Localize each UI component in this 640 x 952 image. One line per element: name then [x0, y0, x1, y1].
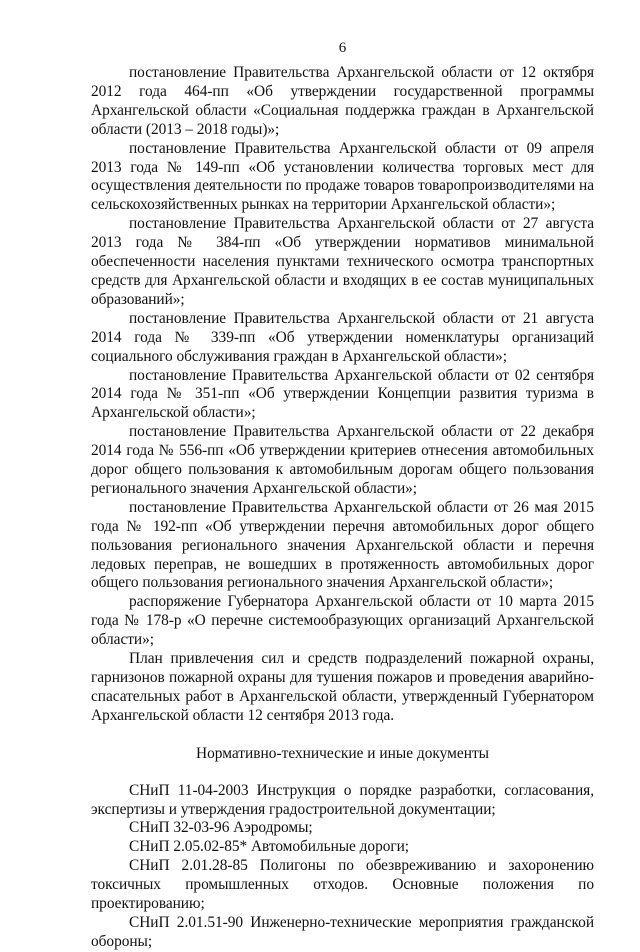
- paragraph-order-178: распоряжение Губернатора Архангельской области от 10 марта 2015 года № 178-р «О перечне системообразующих организаций Архангельской области»;: [91, 593, 594, 649]
- paragraph-fire-plan: План привлечения сил и средств подразделений пожарной охраны, гарнизонов пожарной охраны для тушения пожаров и проведения аварийно-спасательных работ в Архангельской области, утвержденный Губернатором Архангельской области 12 сентября 2013 года.: [91, 650, 594, 724]
- page-number: 6: [338, 40, 347, 56]
- paragraph-decree-351: постановление Правительства Архангельской области от 02 сентября 2014 года № 351-пп «Об утверждении Концепции развития туризма в Архангельской области»;: [91, 366, 594, 422]
- paragraph-snip-2-01-51-90: СНиП 2.01.51-90 Инженерно-технические мероприятия гражданской обороны;: [91, 913, 594, 950]
- paragraph-snip-2-01-28-85: СНиП 2.01.28-85 Полигоны по обезвреживанию и захоронению токсичных промышленных отходов. Основные положения по проектированию;: [91, 857, 594, 913]
- paragraph-snip-11-04-2003: СНиП 11-04-2003 Инструкция о порядке разработки, согласования, экспертизы и утверждения градостроительной документации;: [91, 781, 594, 818]
- document-body: [91, 64, 594, 952]
- document-page: [91, 0, 594, 950]
- paragraph-snip-32-03-96: СНиП 32-03-96 Аэродромы;: [129, 819, 313, 837]
- paragraph-decree-339: постановление Правительства Архангельской области от 21 августа 2014 года № 339-пп «Об утверждении номенклатуры организаций социального обслуживания граждан в Архангельской области»;: [91, 309, 594, 365]
- paragraph-decree-464: постановление Правительства Архангельской области от 12 октября 2012 года 464-пп «Об утверждении государственной программы Архангельской области «Социальная поддержка граждан в Архангельской области (2013 – 2018 годы)»;: [91, 64, 594, 138]
- paragraph-snip-2-05-02-85: СНиП 2.05.02-85* Автомобильные дороги;: [129, 838, 410, 856]
- paragraph-decree-192: постановление Правительства Архангельской области от 26 мая 2015 года № 192-пп «Об утверждении перечня автомобильных дорог общего пользования регионального значения Архангельской области и перечня ледовых переправ, не вошедших в протяженность автомобильных дорог общего пользования регионального значения Архангельской области»;: [91, 498, 594, 592]
- paragraph-decree-556: постановление Правительства Архангельской области от 22 декабря 2014 года № 556-пп «Об утверждении критериев отнесения автомобильных дорог общего пользования к автомобильным дорогам общего пользования регионального значения Архангельской области»;: [91, 423, 594, 497]
- paragraph-decree-384: постановление Правительства Архангельской области от 27 августа 2013 года № 384-пп «Об утверждении нормативов минимальной обеспеченности населения пунктами технического осмотра транспортных средств для Архангельской области и входящих в ее состав муниципальных образований»;: [91, 215, 594, 308]
- paragraph-decree-149: постановление Правительства Архангельской области от 09 апреля 2013 года № 149-пп «Об установлении количества торговых мест для осуществления деятельности по продаже товаров товаропроизводителями на сельскохозяйственных рынках на территории Архангельской области»;: [91, 139, 594, 214]
- section-heading: Нормативно-технические и иные документы: [195, 744, 490, 762]
